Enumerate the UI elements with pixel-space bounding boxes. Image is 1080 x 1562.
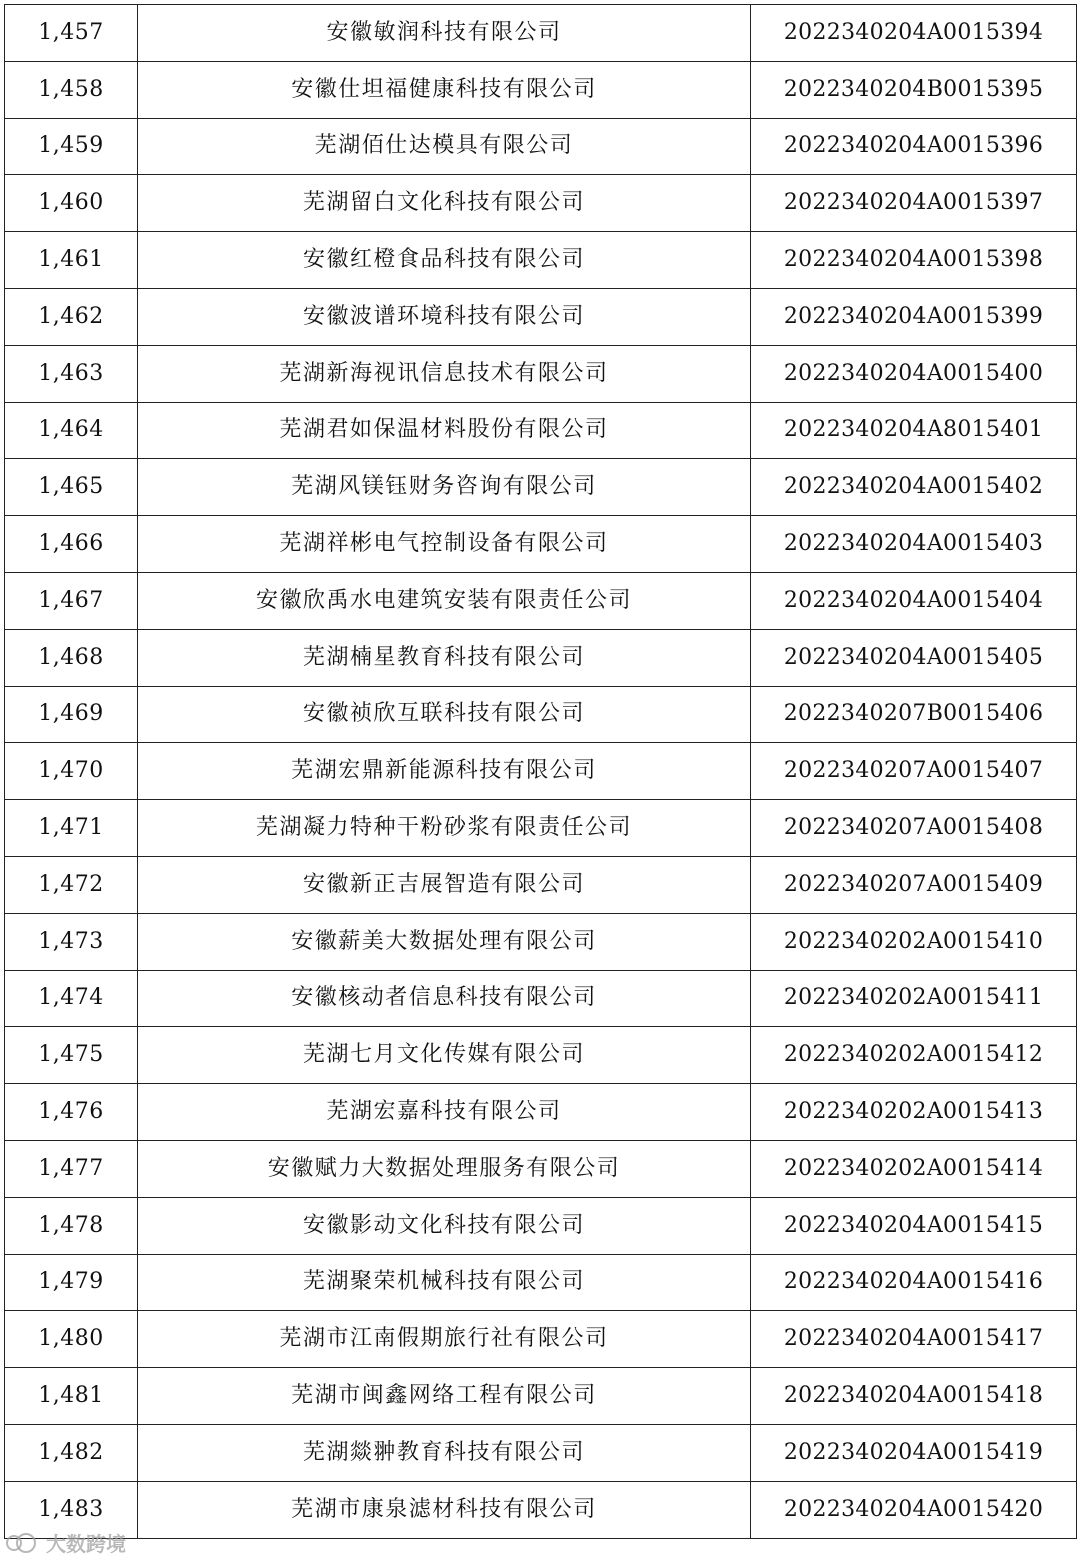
row-index-cell: 1,475 bbox=[5, 1027, 138, 1084]
registration-code-cell: 2022340204A0015402 bbox=[751, 459, 1077, 516]
row-index-cell: 1,461 bbox=[5, 232, 138, 289]
row-index-cell: 1,480 bbox=[5, 1311, 138, 1368]
table-row bbox=[5, 1084, 1077, 1141]
registration-code-cell: 2022340202A0015412 bbox=[751, 1027, 1077, 1084]
registration-code-cell: 2022340202A0015410 bbox=[751, 913, 1077, 970]
table-row bbox=[5, 1424, 1077, 1481]
row-index-cell: 1,462 bbox=[5, 288, 138, 345]
registration-code-cell: 2022340204A0015397 bbox=[751, 175, 1077, 232]
table-row bbox=[5, 629, 1077, 686]
company-name-cell: 芜湖留白文化科技有限公司 bbox=[138, 175, 751, 232]
table-row bbox=[5, 743, 1077, 800]
registration-code-cell: 2022340202A0015413 bbox=[751, 1084, 1077, 1141]
row-index-cell: 1,469 bbox=[5, 686, 138, 743]
row-index-cell: 1,477 bbox=[5, 1140, 138, 1197]
table-row bbox=[5, 1140, 1077, 1197]
registration-code-cell: 2022340204A0015398 bbox=[751, 232, 1077, 289]
watermark-logo-icon bbox=[6, 1531, 40, 1553]
company-name-cell: 安徽红橙食品科技有限公司 bbox=[138, 232, 751, 289]
company-name-cell: 安徽欣禹水电建筑安装有限责任公司 bbox=[138, 572, 751, 629]
row-index-cell: 1,457 bbox=[5, 5, 138, 62]
registration-code-cell: 2022340204A0015418 bbox=[751, 1368, 1077, 1425]
table-row bbox=[5, 5, 1077, 62]
row-index-cell: 1,479 bbox=[5, 1254, 138, 1311]
table-row bbox=[5, 1027, 1077, 1084]
table-row bbox=[5, 913, 1077, 970]
row-index-cell: 1,471 bbox=[5, 800, 138, 857]
table-row bbox=[5, 686, 1077, 743]
registration-code-cell: 2022340204A0015417 bbox=[751, 1311, 1077, 1368]
company-name-cell: 芜湖凝力特种干粉砂浆有限责任公司 bbox=[138, 800, 751, 857]
registration-code-cell: 2022340204A8015401 bbox=[751, 402, 1077, 459]
table-row bbox=[5, 232, 1077, 289]
registration-code-cell: 2022340204A0015416 bbox=[751, 1254, 1077, 1311]
registration-code-cell: 2022340204A0015405 bbox=[751, 629, 1077, 686]
company-name-cell: 安徽赋力大数据处理服务有限公司 bbox=[138, 1140, 751, 1197]
registration-code-cell: 2022340207A0015407 bbox=[751, 743, 1077, 800]
company-name-cell: 芜湖七月文化传媒有限公司 bbox=[138, 1027, 751, 1084]
table-row bbox=[5, 1481, 1077, 1538]
row-index-cell: 1,478 bbox=[5, 1197, 138, 1254]
company-name-cell: 芜湖宏嘉科技有限公司 bbox=[138, 1084, 751, 1141]
registration-code-cell: 2022340202A0015411 bbox=[751, 970, 1077, 1027]
table-row bbox=[5, 800, 1077, 857]
company-name-cell: 安徽仕坦福健康科技有限公司 bbox=[138, 61, 751, 118]
row-index-cell: 1,466 bbox=[5, 516, 138, 573]
registration-code-cell: 2022340207A0015409 bbox=[751, 856, 1077, 913]
watermark-text: 大数跨境 bbox=[46, 1531, 126, 1556]
company-name-cell: 芜湖楠星教育科技有限公司 bbox=[138, 629, 751, 686]
company-name-cell: 芜湖君如保温材料股份有限公司 bbox=[138, 402, 751, 459]
registration-code-cell: 2022340202A0015414 bbox=[751, 1140, 1077, 1197]
registration-code-cell: 2022340204A0015420 bbox=[751, 1481, 1077, 1538]
company-name-cell: 芜湖佰仕达模具有限公司 bbox=[138, 118, 751, 175]
row-index-cell: 1,459 bbox=[5, 118, 138, 175]
company-name-cell: 芜湖祥彬电气控制设备有限公司 bbox=[138, 516, 751, 573]
registration-code-cell: 2022340204A0015400 bbox=[751, 345, 1077, 402]
row-index-cell: 1,467 bbox=[5, 572, 138, 629]
company-name-cell: 芜湖新海视讯信息技术有限公司 bbox=[138, 345, 751, 402]
watermark bbox=[6, 1528, 126, 1556]
registration-code-cell: 2022340204A0015399 bbox=[751, 288, 1077, 345]
company-name-cell: 安徽新正吉展智造有限公司 bbox=[138, 856, 751, 913]
registration-code-cell: 2022340207B0015406 bbox=[751, 686, 1077, 743]
row-index-cell: 1,464 bbox=[5, 402, 138, 459]
table-row bbox=[5, 402, 1077, 459]
company-name-cell: 芜湖市江南假期旅行社有限公司 bbox=[138, 1311, 751, 1368]
registration-code-cell: 2022340204A0015419 bbox=[751, 1424, 1077, 1481]
table-row bbox=[5, 459, 1077, 516]
company-name-cell: 安徽敏润科技有限公司 bbox=[138, 5, 751, 62]
table-row bbox=[5, 118, 1077, 175]
row-index-cell: 1,482 bbox=[5, 1424, 138, 1481]
row-index-cell: 1,458 bbox=[5, 61, 138, 118]
row-index-cell: 1,463 bbox=[5, 345, 138, 402]
row-index-cell: 1,473 bbox=[5, 913, 138, 970]
row-index-cell: 1,465 bbox=[5, 459, 138, 516]
table-row bbox=[5, 1311, 1077, 1368]
row-index-cell: 1,476 bbox=[5, 1084, 138, 1141]
company-name-cell: 安徽薪美大数据处理有限公司 bbox=[138, 913, 751, 970]
company-name-cell: 芜湖燚翀教育科技有限公司 bbox=[138, 1424, 751, 1481]
registry-table-body bbox=[5, 5, 1077, 1539]
registration-code-cell: 2022340204A0015403 bbox=[751, 516, 1077, 573]
table-row bbox=[5, 1254, 1077, 1311]
table-row bbox=[5, 1197, 1077, 1254]
registration-code-cell: 2022340204B0015395 bbox=[751, 61, 1077, 118]
table-row bbox=[5, 572, 1077, 629]
table-row bbox=[5, 856, 1077, 913]
registration-code-cell: 2022340204A0015404 bbox=[751, 572, 1077, 629]
company-name-cell: 安徽影动文化科技有限公司 bbox=[138, 1197, 751, 1254]
company-registry-table bbox=[4, 4, 1077, 1539]
company-name-cell: 安徽核动者信息科技有限公司 bbox=[138, 970, 751, 1027]
company-name-cell: 安徽祯欣互联科技有限公司 bbox=[138, 686, 751, 743]
row-index-cell: 1,481 bbox=[5, 1368, 138, 1425]
row-index-cell: 1,470 bbox=[5, 743, 138, 800]
table-row bbox=[5, 288, 1077, 345]
registration-code-cell: 2022340207A0015408 bbox=[751, 800, 1077, 857]
row-index-cell: 1,483 bbox=[5, 1481, 138, 1538]
company-name-cell: 芜湖市闽鑫网络工程有限公司 bbox=[138, 1368, 751, 1425]
table-row bbox=[5, 1368, 1077, 1425]
row-index-cell: 1,474 bbox=[5, 970, 138, 1027]
registration-code-cell: 2022340204A0015394 bbox=[751, 5, 1077, 62]
company-name-cell: 芜湖聚荣机械科技有限公司 bbox=[138, 1254, 751, 1311]
registration-code-cell: 2022340204A0015396 bbox=[751, 118, 1077, 175]
table-row bbox=[5, 516, 1077, 573]
table-row bbox=[5, 970, 1077, 1027]
company-name-cell: 芜湖宏鼎新能源科技有限公司 bbox=[138, 743, 751, 800]
company-name-cell: 芜湖风镁钰财务咨询有限公司 bbox=[138, 459, 751, 516]
company-name-cell: 芜湖市康泉滤材科技有限公司 bbox=[138, 1481, 751, 1538]
row-index-cell: 1,468 bbox=[5, 629, 138, 686]
table-row bbox=[5, 61, 1077, 118]
row-index-cell: 1,472 bbox=[5, 856, 138, 913]
table-row bbox=[5, 345, 1077, 402]
row-index-cell: 1,460 bbox=[5, 175, 138, 232]
registration-code-cell: 2022340204A0015415 bbox=[751, 1197, 1077, 1254]
company-name-cell: 安徽波谱环境科技有限公司 bbox=[138, 288, 751, 345]
table-row bbox=[5, 175, 1077, 232]
